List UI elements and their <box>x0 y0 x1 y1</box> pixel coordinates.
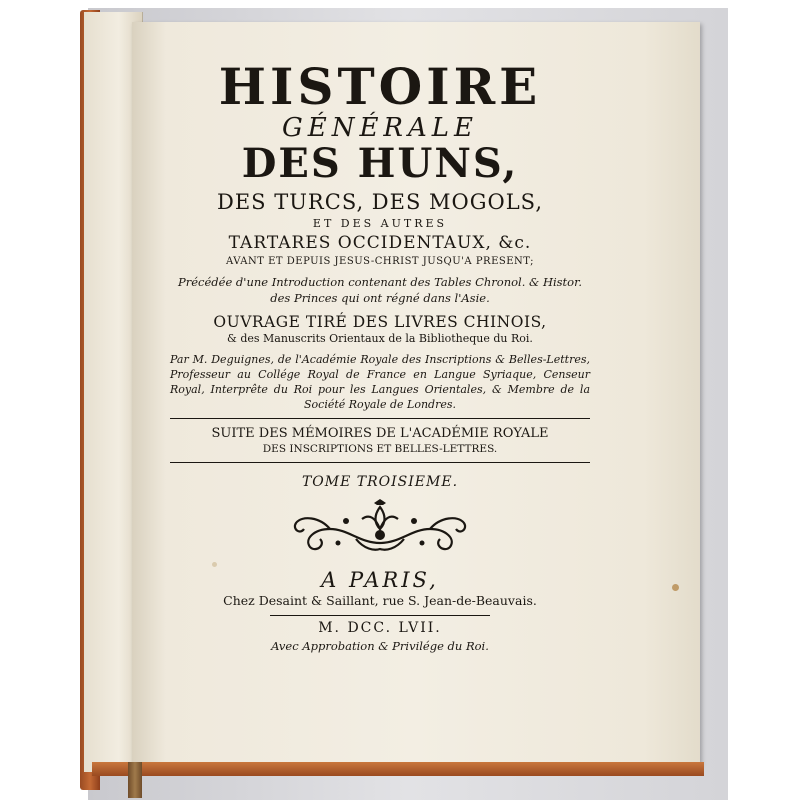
approbation-line: Avec Approbation & Privilége du Roi. <box>271 639 489 653</box>
floral-scroll-vignette-icon <box>290 499 470 555</box>
title-text-block <box>170 57 590 654</box>
publisher-line: Chez Desaint & Saillant, rue S. Jean-de-Beauvais. <box>223 593 537 608</box>
divider-rule <box>170 418 590 419</box>
introduction-note: Précédée d'une Introduction contenant des Tables Chronol. & Histor. des Princes qui ont régné dans l'Asie. <box>178 275 582 305</box>
suite-memoires-line: SUITE DES MÉMOIRES DE L'ACADÉMIE ROYALE <box>211 426 549 441</box>
ouvrage-line: OUVRAGE TIRÉ DES LIVRES CHINOIS, <box>213 313 547 331</box>
title-des-huns: DES HUNS, <box>241 140 519 187</box>
foxing-spot <box>672 584 679 591</box>
inscriptions-line: DES INSCRIPTIONS ET BELLES-LETTRES. <box>262 443 498 455</box>
subtitle-et-des-autres: ET DES AUTRES <box>312 217 448 230</box>
volume-label: TOME TROISIEME. <box>301 474 459 490</box>
subtitle-tartares: TARTARES OCCIDENTAUX, &c. <box>228 233 532 253</box>
book-bottom-edge <box>92 762 704 776</box>
title-histoire: HISTOIRE <box>218 57 542 116</box>
manuscrits-line: & des Manuscrits Orientaux de la Bibliotheque du Roi. <box>227 332 533 345</box>
publication-year: M. DCC. LVII. <box>318 620 442 636</box>
bookmark-ribbon <box>128 762 142 798</box>
subtitle-turcs-mogols: DES TURCS, DES MOGOLS, <box>217 190 543 214</box>
divider-rule <box>170 462 590 463</box>
subtitle-avant-depuis: AVANT ET DEPUIS JESUS-CHRIST JUSQU'A PRESENT; <box>226 256 534 267</box>
author-credits: Par M. Deguignes, de l'Académie Royale des Inscriptions & Belles-Lettres, Professeur au Collége Royal de France en Langue Syriaque, Censeur Royal, Interprête du Roi pour les Langues Orientales, & Membre de la Société Royale de Londres. <box>170 353 590 411</box>
divider-rule <box>270 615 490 616</box>
title-generale: GÉNÉRALE <box>281 113 479 143</box>
place-of-publication: A PARIS, <box>321 568 439 592</box>
